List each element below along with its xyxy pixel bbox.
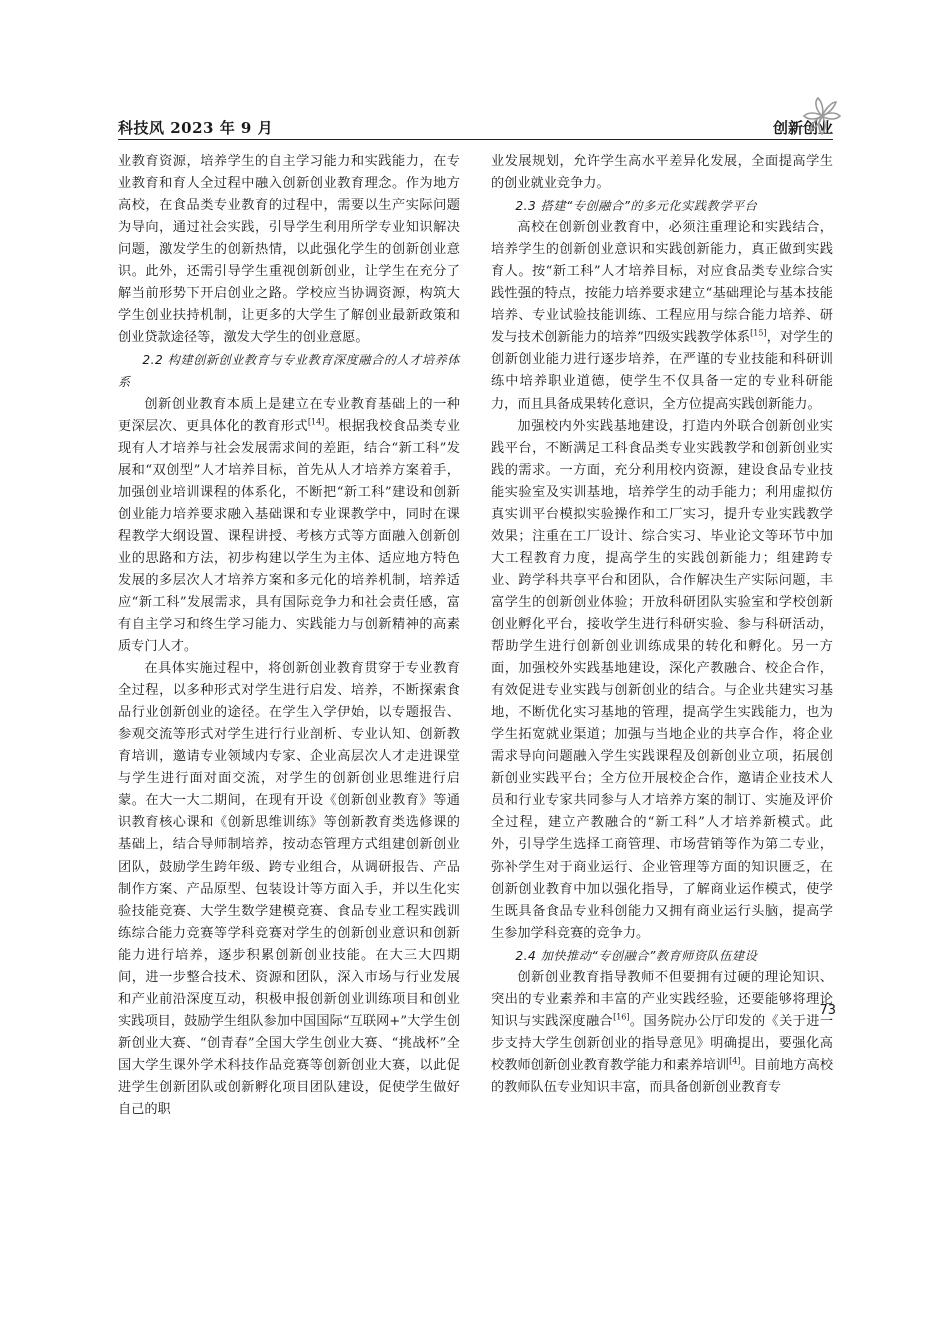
page-number: 73 [819, 1003, 836, 1018]
section-heading-2-4: 2.4 加快推动“专创融合”教育师资队伍建设 [515, 948, 758, 963]
citation-ref: [15] [750, 328, 767, 338]
journal-title: 科技风 2023 年 9 月 [118, 119, 274, 137]
citation-ref: [4] [729, 1056, 741, 1066]
paragraph: 创新创业教育指导教师不但要拥有过硬的理论知识、突出的专业素养和丰富的产业实践经验，还要能够将理论知识与实践深度融合[16]。国务院办公厅印发的《关于进一步支持大学生创新创业的指导意见》明确提出，要强化高校教师创新创业教育教学能力和素养培训[4]。目前地方高校的教师队伍专业知识丰富，而具备创新创业教育专 [491, 969, 834, 1095]
citation-ref: [16] [613, 1012, 630, 1022]
running-header [118, 117, 833, 139]
paragraph: 业发展规划，允许学生高水平差异化发展，全面提高学生的创业就业竞争力。 [491, 154, 833, 192]
paragraph: 业教育资源，培养学生的自主学习能力和实践能力，在专业教育和育人全过程中融入创新创业教育理念。作为地方高校，在食品类专业教育的过程中，需要以生产实际问题为导向，通过社会实践，引导学生利用所学专业知识解决问题，激发学生的创新热情，以此强化学生的创新创业意识。此外，还需引导学生重视创新创业，让学生在充分了解当前形势下开启创业之路。学校应当协调资源，构筑大学生创业扶持机制，让更多的大学生了解创业最新政策和创业贷款途径等，激发大学生的创业意愿。 [118, 154, 460, 346]
flower-logo-icon [802, 96, 842, 136]
paragraph: 加强校内外实践基地建设，打造内外联合创新创业实践平台，不断满足工科食品类专业实践教学和创新创业实践的需求。一方面，充分利用校内资源，建设食品专业技能实验室及实训基地，培养学生的动手能力；利用虚拟仿真实训平台模拟实验操作和工厂实习，提升专业实践教学效果；注重在工厂设计、综合实习、毕业论文等环节中加大工程教育力度，提高学生的实践创新能力；组建跨专业、跨学科共享平台和团队，合作解决生产实际问题，丰富学生的创新创业体验；开放科研团队实验室和学校创新创业孵化平台，接收学生进行科研实验、参与科研活动，帮助学生进行创新创业训练成果的转化和孵化。另一方面，加强校外实践基地建设，深化产教融合、校企合作，有效促进专业实践与创新创业的结合。与企业共建实习基地，不断优化实习基地的管理，提高学生实践能力，也为学生拓宽就业渠道；加强与当地企业的共享合作，将企业需求导向问题融入学生实践课程及创新创业立项，拓展创新创业实践平台；全方位开展校企合作，邀请企业技术人员和行业专家共同参与人才培养方案的制订、实施及评价全过程，建立产教融合的“新工科”人才培养新模式。此外，引导学生选择工商管理、市场营销等作为第二专业，弥补学生对于商业运行、企业管理等方面的知识匮乏，在创新创业教育中加以强化指导，了解商业运作模式，使学生既具备食品专业科创能力又拥有商业运行头脑，提高学生参加学科竞赛的竞争力。 [491, 418, 833, 941]
section-heading-2-3: 2.3 搭建“专创融合”的多元化实践教学平台 [515, 199, 758, 214]
paragraph: 高校在创新创业教育中，必须注重理论和实践结合，培养学生的创新创业意识和实践创新能力，真正做到实践育人。按“新工科”人才培养目标，对应食品类专业综合实践性强的特点，按能力培养要求建立“基础理论与基本技能培养、专业试验技能训练、工程应用与综合能力培养、研发与技术创新能力的培养”四级实践教学体系[15]，对学生的创新创业能力进行逐步培养，在严谨的专业技能和科研训练中培养职业道德，使学生不仅具备一定的专业科研能力，而且具备成果转化意识，全方位提高实践创新能力。 [491, 220, 833, 412]
section-title: 创新创业 [772, 119, 833, 137]
section-heading-2-2: 2.2 构建创新创业教育与专业教育深度融合的人才培养体系 [118, 353, 460, 390]
paragraph: 在具体实施过程中，将创新创业教育贯穿于专业教育全过程，以多种形式对学生进行启发、培养，不断探索食品行业创新创业的途径。在学生入学伊始，以专题报告、参观交流等形式对学生进行行业剖析、专业认知、创新教育培训，邀请专业领域内专家、企业高层次人才走进课堂与学生进行面对面交流，对学生的创新创业思维进行启蒙。在大一大二期间，在现有开设《创新创业教育》等通识教育核心课和《创新思维训练》等创新教育类选修课的基础上，结合导师制培养，按动态管理方式组建创新创业团队，鼓励学生跨年级、跨专业组合，从调研报告、产品制作方案、产品原型、包装设计等方面入手，并以生化实验技能竞赛、大学生数学建模竞赛、食品专业工程实践训练综合能力竞赛等学科竞赛对学生的创新创业意识和创新能力进行培养，逐步积累创新创业技能。在大三大四期间，进一步整合技术、资源和团队，深入市场与行业发展和产业前沿深度互动，积极申报创新创业训练项目和创业实践项目，鼓励学生组队参加中国国际“互联网+”大学生创新创业大赛、“创青春”全国大学生创业大赛、“挑战杯”全国大学生课外学术科技作品竞赛等创新创业大赛，以此促进学生创新团队或创新孵化项目团队建设，促使学生做好自己的职 [118, 661, 460, 1118]
citation-ref: [14] [307, 417, 325, 427]
left-column [118, 151, 460, 1121]
header-rule [118, 139, 833, 140]
right-column [491, 151, 833, 1099]
paragraph: 创新创业教育本质上是建立在专业教育基础上的一种更深层次、更具体化的教育形式[14]。根据我校食品类专业现有人才培养与社会发展需求间的差距，结合“新工科”发展和“双创型”人才培养目标，首先从人才培养方案着手，加强创业培训课程的体系化，不断把“新工科”建设和创新创业能力培养要求融入基础课和专业课教学中，同时在课程教学大纲设置、课程讲授、考核方式等方面融入创新创业的思路和方法，初步构建以学生为主体、适应地方特色发展的多层次人才培养方案和多元化的培养机制，培养适应“新工科”发展需求，具有国际竞争力和社会责任感，富有自主学习和终生学习能力、实践能力与创新精神的高素质专门人才。 [118, 396, 461, 655]
